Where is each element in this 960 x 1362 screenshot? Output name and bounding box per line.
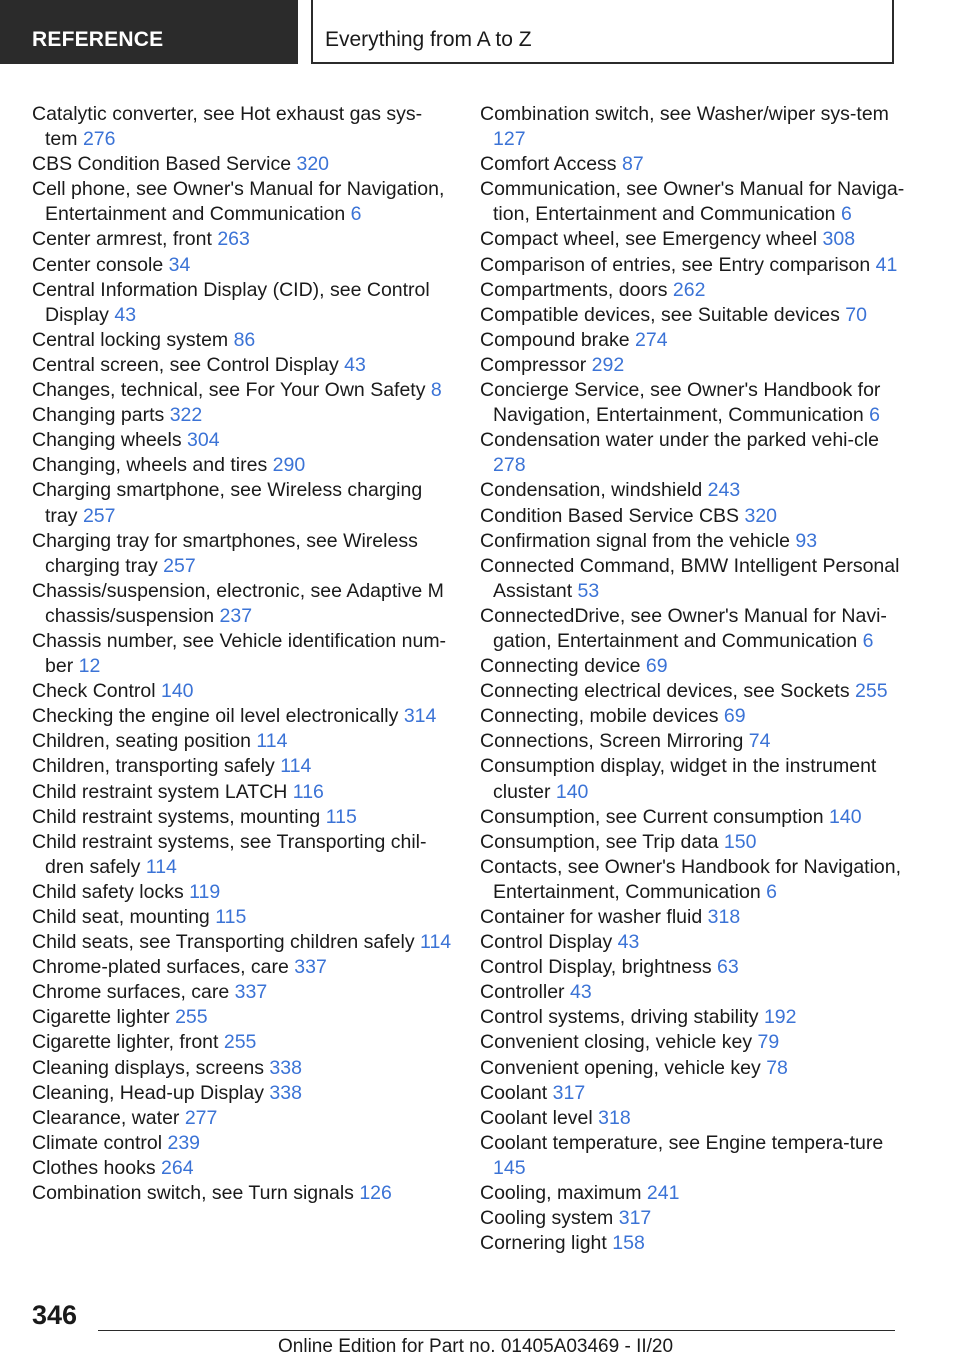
index-entry xyxy=(32,278,452,328)
index-term: Changing parts xyxy=(32,404,165,427)
index-entry xyxy=(32,880,452,905)
page-link[interactable]: 257 xyxy=(163,554,196,577)
index-entry xyxy=(480,1030,910,1055)
page-link[interactable]: 322 xyxy=(169,404,203,427)
page-link[interactable]: 239 xyxy=(167,1131,201,1154)
index-entry xyxy=(480,704,910,729)
index-entry xyxy=(480,1131,910,1181)
page-link[interactable]: 338 xyxy=(269,1081,302,1104)
page-link[interactable]: 255 xyxy=(855,680,888,703)
page-link[interactable]: 116 xyxy=(292,780,324,803)
index-term: Cleaning displays, screens xyxy=(32,1056,264,1079)
index-entry xyxy=(32,403,452,428)
index-entry xyxy=(32,253,452,278)
index-entry xyxy=(32,529,452,579)
index-term: Controller xyxy=(480,981,565,1004)
index-entry xyxy=(32,805,452,830)
index-entry xyxy=(32,1056,452,1081)
page-link[interactable]: 79 xyxy=(757,1031,780,1054)
index-entry xyxy=(480,1056,910,1081)
page-link[interactable]: 304 xyxy=(187,429,220,452)
page-link[interactable]: 158 xyxy=(612,1232,645,1255)
index-term: Concierge Service, see Owner's Handbook for Navigation, Entertainment, Communication xyxy=(480,379,881,427)
page-link[interactable]: 290 xyxy=(272,454,306,477)
index-entry xyxy=(32,353,452,378)
index-entry xyxy=(480,328,910,353)
index-term: Children, seating position xyxy=(32,730,251,753)
index-column-left xyxy=(32,102,452,1206)
index-entry xyxy=(480,805,910,830)
index-entry xyxy=(32,1106,452,1131)
index-entry xyxy=(32,227,452,252)
index-term: Consumption, see Current consumption xyxy=(480,805,824,828)
index-term: Cell phone, see Owner's Manual for Navigation, Entertainment and Communication xyxy=(32,178,445,226)
edition-note: Online Edition for Part no. 01405A03469 - II/20 xyxy=(278,1336,674,1357)
index-entry xyxy=(480,102,910,152)
index-term: Cleaning, Head-up Display xyxy=(32,1081,264,1104)
page-link[interactable]: 308 xyxy=(822,228,856,251)
index-term: Coolant xyxy=(480,1081,548,1104)
index-entry xyxy=(480,478,910,503)
index-term: Compressor xyxy=(480,353,587,376)
index-term: Clearance, water xyxy=(32,1106,180,1129)
page-link[interactable]: 338 xyxy=(269,1056,302,1079)
index-term: Center console xyxy=(32,253,164,276)
index-entry xyxy=(480,980,910,1005)
index-term: Chassis/suspension, electronic, see Adaptive M chassis/suspension xyxy=(32,579,444,627)
page-link[interactable]: 93 xyxy=(795,529,818,552)
page-link[interactable]: 87 xyxy=(621,153,644,176)
index-entry xyxy=(480,504,910,529)
page-link[interactable]: 257 xyxy=(82,504,116,527)
page-link[interactable]: 6 xyxy=(350,203,362,226)
index-term: Cornering light xyxy=(480,1232,607,1255)
index-entry xyxy=(480,654,910,679)
index-entry xyxy=(32,905,452,930)
index-term: Compatible devices, see Suitable devices xyxy=(480,303,840,326)
index-entry xyxy=(32,328,452,353)
index-entry xyxy=(480,729,910,754)
page-link[interactable]: 114 xyxy=(256,730,288,753)
index-term: Chassis number, see Vehicle identification num-ber xyxy=(32,629,447,678)
page-link[interactable]: 140 xyxy=(829,805,862,828)
index-entry xyxy=(480,554,910,604)
index-term: Comparison of entries, see Entry comparison xyxy=(480,253,871,276)
index-entry xyxy=(32,1081,452,1106)
page-link[interactable]: 243 xyxy=(707,479,741,502)
index-entry xyxy=(480,278,910,303)
page-link[interactable]: 263 xyxy=(217,228,250,251)
page-link[interactable]: 317 xyxy=(552,1081,586,1104)
index-term: Child restraint systems, mounting xyxy=(32,805,321,828)
page-link[interactable]: 192 xyxy=(763,1006,797,1029)
index-entry xyxy=(480,1206,910,1231)
index-term: Cooling, maximum xyxy=(480,1182,642,1205)
index-entry xyxy=(32,780,452,805)
page-link[interactable]: 337 xyxy=(294,956,327,979)
page-link[interactable]: 276 xyxy=(82,128,116,151)
index-entry xyxy=(32,980,452,1005)
index-term: Convenient opening, vehicle key xyxy=(480,1056,761,1079)
page-number: 346 xyxy=(32,1300,78,1330)
index-term: Connecting device xyxy=(480,655,641,678)
section-tab xyxy=(0,0,298,64)
index-entry xyxy=(32,729,452,754)
page-link[interactable]: 320 xyxy=(744,504,778,527)
page-link[interactable]: 255 xyxy=(175,1006,208,1029)
page-link[interactable]: 34 xyxy=(168,253,191,276)
index-entry xyxy=(480,1231,910,1256)
page-link[interactable]: 6 xyxy=(766,880,777,903)
page-link[interactable]: 53 xyxy=(577,579,600,602)
page-link[interactable]: 119 xyxy=(189,880,221,903)
index-entry xyxy=(32,629,452,679)
index-term: Control Display, brightness xyxy=(480,956,712,979)
index-term: Control Display xyxy=(480,931,613,954)
page-link[interactable]: 41 xyxy=(875,253,898,276)
index-term: Connections, Screen Mirroring xyxy=(480,730,744,753)
index-term: Control systems, driving stability xyxy=(480,1006,759,1029)
page-link[interactable]: 241 xyxy=(646,1182,680,1205)
index-entry xyxy=(32,1181,452,1206)
index-term: Child seats, see Transporting children safely xyxy=(32,931,415,954)
page-link[interactable]: 12 xyxy=(78,655,101,678)
footer-divider xyxy=(98,1330,895,1331)
page-link[interactable]: 145 xyxy=(493,1156,526,1179)
page-link[interactable]: 140 xyxy=(160,680,194,703)
index-entry xyxy=(480,1005,910,1030)
index-term: Container for washer fluid xyxy=(480,906,703,928)
index-term: Changing, wheels and tires xyxy=(32,454,268,477)
index-term: Condensation water under the parked vehi-cle xyxy=(480,429,879,452)
page-link[interactable]: 69 xyxy=(645,655,668,678)
index-entry xyxy=(480,754,910,804)
page-link[interactable]: 63 xyxy=(717,956,739,979)
index-term: Consumption display, widget in the instrument cluster xyxy=(480,755,877,803)
index-term: Cigarette lighter xyxy=(32,1006,170,1029)
page-link[interactable]: 277 xyxy=(184,1106,218,1129)
index-term: Coolant level xyxy=(480,1106,593,1129)
page-link[interactable]: 115 xyxy=(325,805,357,828)
index-term: Cigarette lighter, front xyxy=(32,1031,219,1054)
index-entry xyxy=(32,478,452,528)
page-link[interactable]: 320 xyxy=(296,153,330,176)
index-entry xyxy=(480,529,910,554)
page-link[interactable]: 43 xyxy=(344,353,366,376)
index-term: Central Information Display (CID), see Control Display xyxy=(32,278,430,326)
page-link[interactable]: 114 xyxy=(420,931,452,954)
index-term: Center armrest, front xyxy=(32,228,212,251)
index-entry xyxy=(480,679,910,704)
index-term: Child restraint system LATCH xyxy=(32,780,288,803)
index-entry xyxy=(32,453,452,478)
index-term: Climate control xyxy=(32,1131,163,1154)
page-link[interactable]: 86 xyxy=(233,328,256,351)
index-entry xyxy=(480,604,910,654)
chapter-header xyxy=(311,0,894,64)
index-column-right xyxy=(480,102,910,1256)
index-entry xyxy=(32,754,452,779)
index-entry xyxy=(480,1106,910,1131)
index-entry xyxy=(32,830,452,880)
index-entry xyxy=(480,955,910,980)
index-term: Contacts, see Owner's Handbook for Navigation, Entertainment, Communication xyxy=(480,855,902,903)
page-link[interactable]: 255 xyxy=(223,1031,257,1054)
page-link[interactable]: 318 xyxy=(707,906,741,928)
index-entry xyxy=(480,378,910,428)
index-term: Compact wheel, see Emergency wheel xyxy=(480,228,818,251)
index-entry xyxy=(32,428,452,453)
index-term: Charging smartphone, see Wireless charging tray xyxy=(32,479,423,527)
page-link[interactable]: 278 xyxy=(493,454,526,477)
index-term: Changing wheels xyxy=(32,429,182,452)
index-term: Child seat, mounting xyxy=(32,906,210,928)
index-entry xyxy=(32,579,452,629)
page-link[interactable]: 74 xyxy=(748,730,771,753)
page-link[interactable]: 114 xyxy=(145,855,177,878)
page-link[interactable]: 43 xyxy=(617,931,640,954)
page-link[interactable]: 318 xyxy=(598,1106,631,1129)
index-term: Convenient closing, vehicle key xyxy=(480,1031,753,1054)
section-label: REFERENCE xyxy=(32,28,164,51)
index-entry xyxy=(480,152,910,177)
index-term: Connecting, mobile devices xyxy=(480,705,719,728)
page-link[interactable]: 6 xyxy=(869,404,880,427)
page-link[interactable]: 140 xyxy=(555,780,589,803)
index-term: Central locking system xyxy=(32,328,229,351)
page-link[interactable]: 6 xyxy=(840,203,852,226)
page-link[interactable]: 264 xyxy=(161,1156,194,1179)
index-entry xyxy=(480,303,910,328)
page-link[interactable]: 337 xyxy=(234,981,268,1004)
index-entry xyxy=(32,1156,452,1181)
index-term: Comfort Access xyxy=(480,153,617,176)
index-term: Check Control xyxy=(32,680,156,703)
index-term: Compound brake xyxy=(480,328,630,351)
index-entry xyxy=(32,679,452,704)
index-term: Condition Based Service CBS xyxy=(480,504,740,527)
index-term: Condensation, windshield xyxy=(480,479,703,502)
index-entry xyxy=(480,227,910,252)
index-entry xyxy=(32,102,452,152)
index-term: Confirmation signal from the vehicle xyxy=(480,529,790,552)
index-term: CBS Condition Based Service xyxy=(32,153,292,176)
index-term: Chrome-plated surfaces, care xyxy=(32,956,289,979)
index-term: Combination switch, see Turn signals xyxy=(32,1182,354,1205)
index-entry xyxy=(480,177,910,227)
index-entry xyxy=(480,830,910,855)
page-link[interactable]: 150 xyxy=(723,830,757,853)
page-link[interactable]: 70 xyxy=(845,303,867,326)
page-link[interactable]: 274 xyxy=(635,328,668,351)
index-term: Connected Command, BMW Intelligent Personal Assistant xyxy=(480,554,900,602)
index-term: Changes, technical, see For Your Own Safety xyxy=(32,379,426,402)
index-term: Cooling system xyxy=(480,1207,614,1230)
index-entry xyxy=(480,253,910,278)
index-term: Child restraint systems, see Transporting chil-dren safely xyxy=(32,830,427,878)
page-link[interactable]: 69 xyxy=(723,705,746,728)
index-entry xyxy=(480,1181,910,1206)
index-term: Consumption, see Trip data xyxy=(480,830,719,853)
page-link[interactable]: 115 xyxy=(215,906,247,928)
index-entry xyxy=(480,353,910,378)
page-link[interactable]: 78 xyxy=(766,1056,788,1079)
index-term: Catalytic converter, see Hot exhaust gas sys-tem xyxy=(32,103,423,151)
index-entry xyxy=(480,1081,910,1106)
page-link[interactable]: 314 xyxy=(403,705,437,728)
index-term: Central screen, see Control Display xyxy=(32,353,339,376)
chapter-title: Everything from A to Z xyxy=(325,28,532,51)
index-term: Child safety locks xyxy=(32,880,184,903)
index-term: Charging tray for smartphones, see Wireless charging tray xyxy=(32,529,418,577)
page-link[interactable]: 237 xyxy=(219,604,253,627)
index-term: Coolant temperature, see Engine tempera-ture xyxy=(480,1131,884,1154)
index-entry xyxy=(32,1005,452,1030)
index-term: Combination switch, see Washer/wiper sys-tem xyxy=(480,103,889,125)
page-link[interactable]: 8 xyxy=(430,379,442,402)
page-link[interactable]: 43 xyxy=(114,303,137,326)
index-term: Connecting electrical devices, see Sockets xyxy=(480,680,850,703)
page-link[interactable]: 127 xyxy=(493,128,526,151)
index-entry xyxy=(32,1131,452,1156)
page-link[interactable]: 262 xyxy=(672,278,706,301)
index-term: Clothes hooks xyxy=(32,1156,156,1179)
index-entry xyxy=(32,704,452,729)
index-entry xyxy=(32,930,452,955)
index-term: Children, transporting safely xyxy=(32,755,275,778)
index-entry xyxy=(32,378,452,403)
index-term: Chrome surfaces, care xyxy=(32,981,230,1004)
index-entry xyxy=(32,1030,452,1055)
index-entry xyxy=(480,428,910,478)
index-term: Compartments, doors xyxy=(480,278,668,301)
page-link[interactable]: 6 xyxy=(862,629,874,652)
index-entry xyxy=(480,930,910,955)
index-entry xyxy=(32,177,452,227)
index-term: Communication, see Owner's Manual for Naviga-tion, Entertainment and Communication xyxy=(480,178,905,226)
page-link[interactable]: 43 xyxy=(569,981,592,1004)
page-link[interactable]: 292 xyxy=(591,353,625,376)
index-entry xyxy=(32,152,452,177)
page-link[interactable]: 317 xyxy=(618,1207,652,1230)
index-entry xyxy=(480,855,910,905)
index-entry xyxy=(480,905,910,930)
page-link[interactable]: 126 xyxy=(359,1182,392,1205)
index-term: Checking the engine oil level electronically xyxy=(32,705,399,728)
index-entry xyxy=(32,955,452,980)
index-term: ConnectedDrive, see Owner's Manual for Navi-gation, Entertainment and Communication xyxy=(480,604,887,652)
page-link[interactable]: 114 xyxy=(280,755,312,778)
